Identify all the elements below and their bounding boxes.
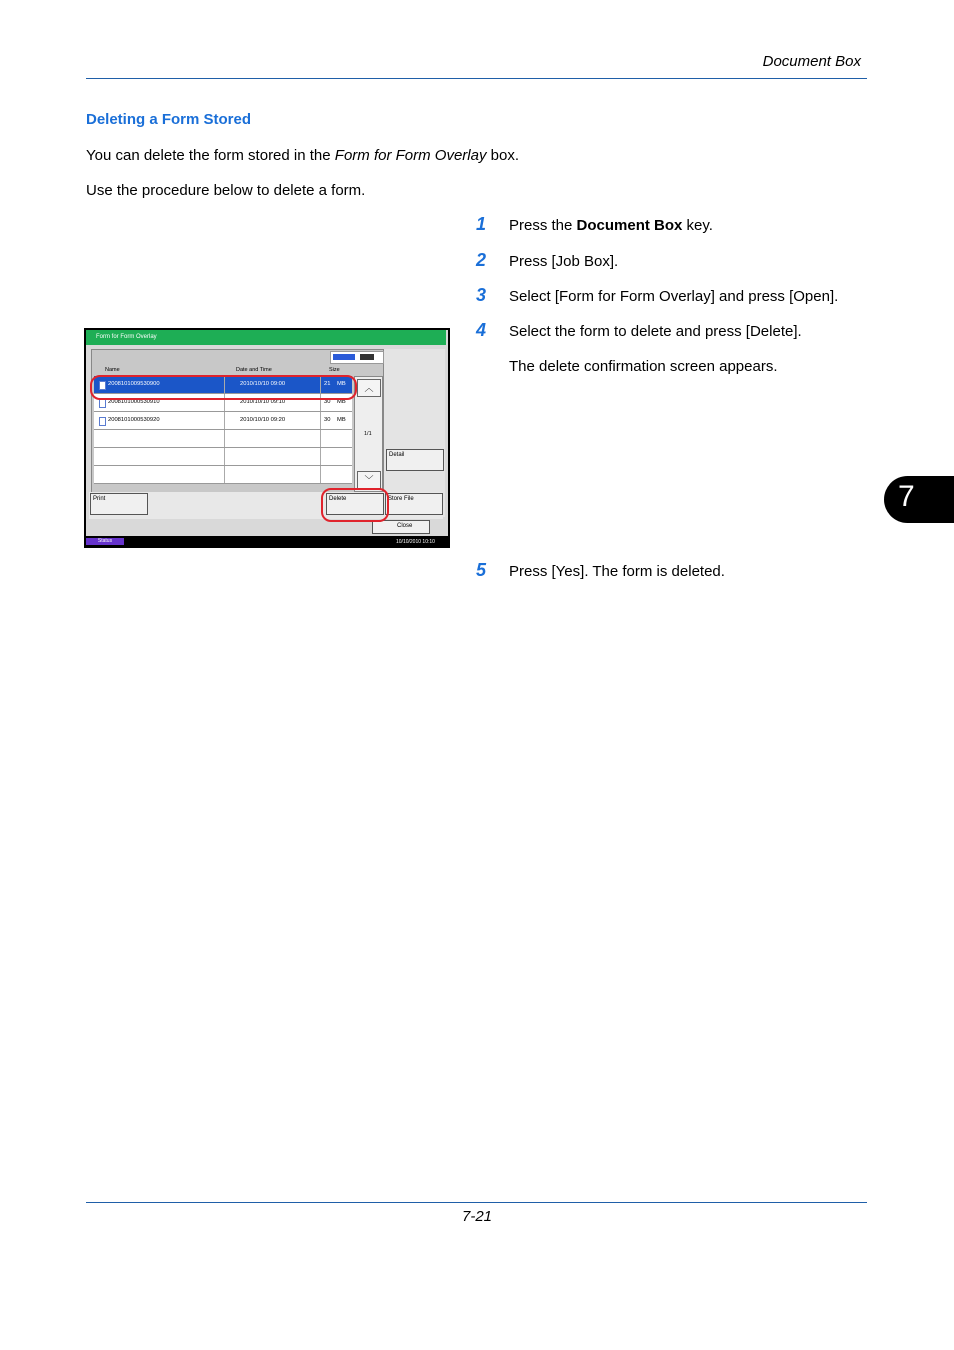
section-title: Deleting a Form Stored [86, 111, 252, 128]
print-button[interactable]: Print [90, 493, 148, 515]
list-view-icon[interactable] [333, 354, 355, 360]
scroll-down-button[interactable] [357, 471, 381, 489]
scroll-up-button[interactable] [357, 379, 381, 397]
step-number: 3 [476, 285, 487, 305]
device-screen [84, 328, 450, 548]
view-toggle[interactable] [330, 351, 384, 364]
store-file-button[interactable]: Store File [385, 493, 443, 515]
status-button[interactable]: Status [86, 538, 124, 545]
empty-row [94, 448, 352, 466]
step-text: Select [Form for Form Overlay] and press [Open]. [509, 288, 839, 305]
column-size[interactable]: Size [329, 367, 340, 373]
column-name[interactable]: Name [105, 367, 120, 373]
step-text: Select the form to delete and press [Delete]. [509, 323, 802, 340]
step-note: The delete confirmation screen appears. [509, 358, 778, 375]
column-date[interactable]: Date and Time [236, 367, 272, 373]
status-bar [84, 536, 450, 548]
empty-row [94, 430, 352, 448]
step-number: 1 [476, 214, 487, 234]
highlight-delete-button [321, 488, 389, 522]
empty-row [94, 466, 352, 484]
chapter-tab: 7 [884, 476, 954, 523]
step-number: 4 [476, 320, 487, 340]
delete-button[interactable]: Delete [326, 493, 384, 515]
running-header: Document Box [762, 53, 861, 70]
page-indicator: 1/1 [364, 431, 372, 437]
action-bar [89, 492, 443, 519]
footer-rule [86, 1202, 867, 1203]
thumbnail-view-icon[interactable] [360, 354, 374, 360]
close-button[interactable]: Close [372, 520, 430, 534]
column-headers [95, 366, 349, 375]
table-row[interactable]: 2008101000530910 2010/10/10 09:10 30 MB [94, 394, 352, 412]
step-text: Press the Document Box key. [509, 217, 713, 234]
page-number: 7-21 [462, 1208, 493, 1225]
file-list [91, 349, 384, 493]
intro-paragraph: You can delete the form stored in the Form for Form Overlay box. [86, 147, 519, 164]
step-text: Press [Job Box]. [509, 253, 619, 270]
chevron-up-icon: ︿ [364, 383, 374, 393]
highlight-selected-row [90, 375, 357, 400]
header-rule [86, 78, 867, 79]
detail-button[interactable]: Detail [386, 449, 444, 471]
table-row[interactable]: 2008101000530920 2010/10/10 09:20 30 MB [94, 412, 352, 430]
procedure-paragraph: Use the procedure below to delete a form. [86, 182, 366, 199]
chevron-down-icon: ﹀ [364, 475, 374, 485]
step-number: 5 [476, 560, 487, 580]
document-icon [99, 417, 106, 426]
table-row[interactable]: 2008101009530900 2010/10/10 09:00 21 MB [94, 376, 352, 394]
document-icon [99, 399, 106, 408]
step-text: Press [Yes]. The form is deleted. [509, 563, 725, 580]
scrollbar[interactable] [354, 376, 383, 492]
step-number: 2 [476, 250, 487, 270]
screen-titlebar: Form for Form Overlay [86, 330, 446, 345]
datetime: 10/10/2010 10:10 [396, 539, 435, 545]
